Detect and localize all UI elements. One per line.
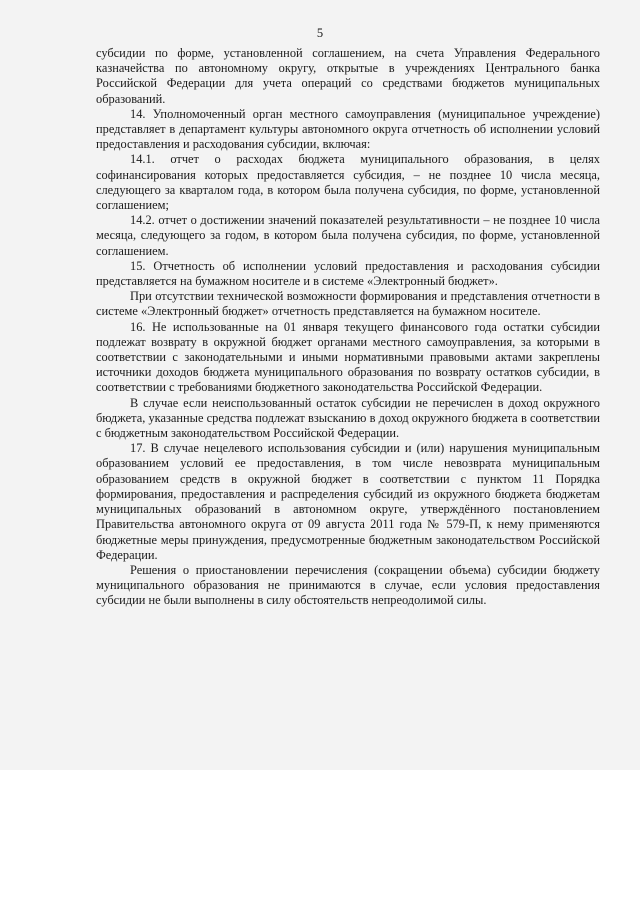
paragraph-16: 16. Не использованные на 01 января текущего финансового года остатки субсидии подлежат возврату в окружной бюджет органами местного самоуправления, за которыми в соответствии с законодательными и иными нормативными правовыми актами закреплены источники доходов бюджета муниципального образования по возврату остатков субсидии, в соответствии с требованиями бюджетного законодательства Российской Федерации. <box>96 319 600 395</box>
paragraph-continuation: субсидии по форме, установленной соглашением, на счета Управления Федерального казначейства по автономному округу, открытые в учреждениях Центрального банка Российской Федерации для учета операций со средствами бюджетов муниципальных образований. <box>96 46 600 106</box>
paragraph-17-note: Решения о приостановлении перечисления (сокращении объема) субсидии бюджету муниципального образования не принимаются в случае, если условия предоставления субсидии не были выполнены в силу обстоятельств непреодолимой силы. <box>96 562 600 608</box>
paragraph-14-2: 14.2. отчет о достижении значений показателей результативности – не позднее 10 числа месяца, следующего за годом, в котором была получена субсидия, по форме, установленной соглашением. <box>96 213 600 258</box>
paragraph-17: 17. В случае нецелевого использования субсидии и (или) нарушения муниципальным образованием условий ее предоставления, в том числе невозврата муниципальным образованием средств в окружной бюджет в соответствии с пунктом 11 Порядка формирования, предоставления и распределения субсидий из окружного бюджета бюджетам муниципальных образований в автономном округе, утверждённого постановлением Правительства автономного округа от 09 августа 2011 года № 579-П, к нему применяются бюджетные меры принуждения, предусмотренные бюджетным законодательством Российской Федерации. <box>96 441 600 562</box>
paragraph-14-1: 14.1. отчет о расходах бюджета муниципального образования, в целях софинансирования которых предоставляется субсидия, – не позднее 10 числа месяца, следующего за кварталом года, в котором была получена субсидия, по форме, установленной соглашением; <box>96 152 600 213</box>
paragraph-15: 15. Отчетность об исполнении условий предоставления и расходования субсидии представляется на бумажном носителе и в системе «Электронный бюджет». <box>96 258 600 289</box>
page-bottom-margin <box>0 770 640 905</box>
paragraph-15-note: При отсутствии технической возможности формирования и представления отчетности в системе «Электронный бюджет» отчетность представляется на бумажном носителе. <box>96 289 600 319</box>
document-body <box>96 46 600 609</box>
paragraph-14: 14. Уполномоченный орган местного самоуправления (муниципальное учреждение) представляет в департамент культуры автономного округа отчетность об исполнении условий предоставления и расходования субсидии, включая: <box>96 106 600 152</box>
page-number: 5 <box>316 26 324 40</box>
paragraph-16-note: В случае если неиспользованный остаток субсидии не перечислен в доход окружного бюджета, указанные средства подлежат взысканию в доход окружного бюджета в соответствии с бюджетным законодательством Российской Федерации. <box>96 395 600 441</box>
